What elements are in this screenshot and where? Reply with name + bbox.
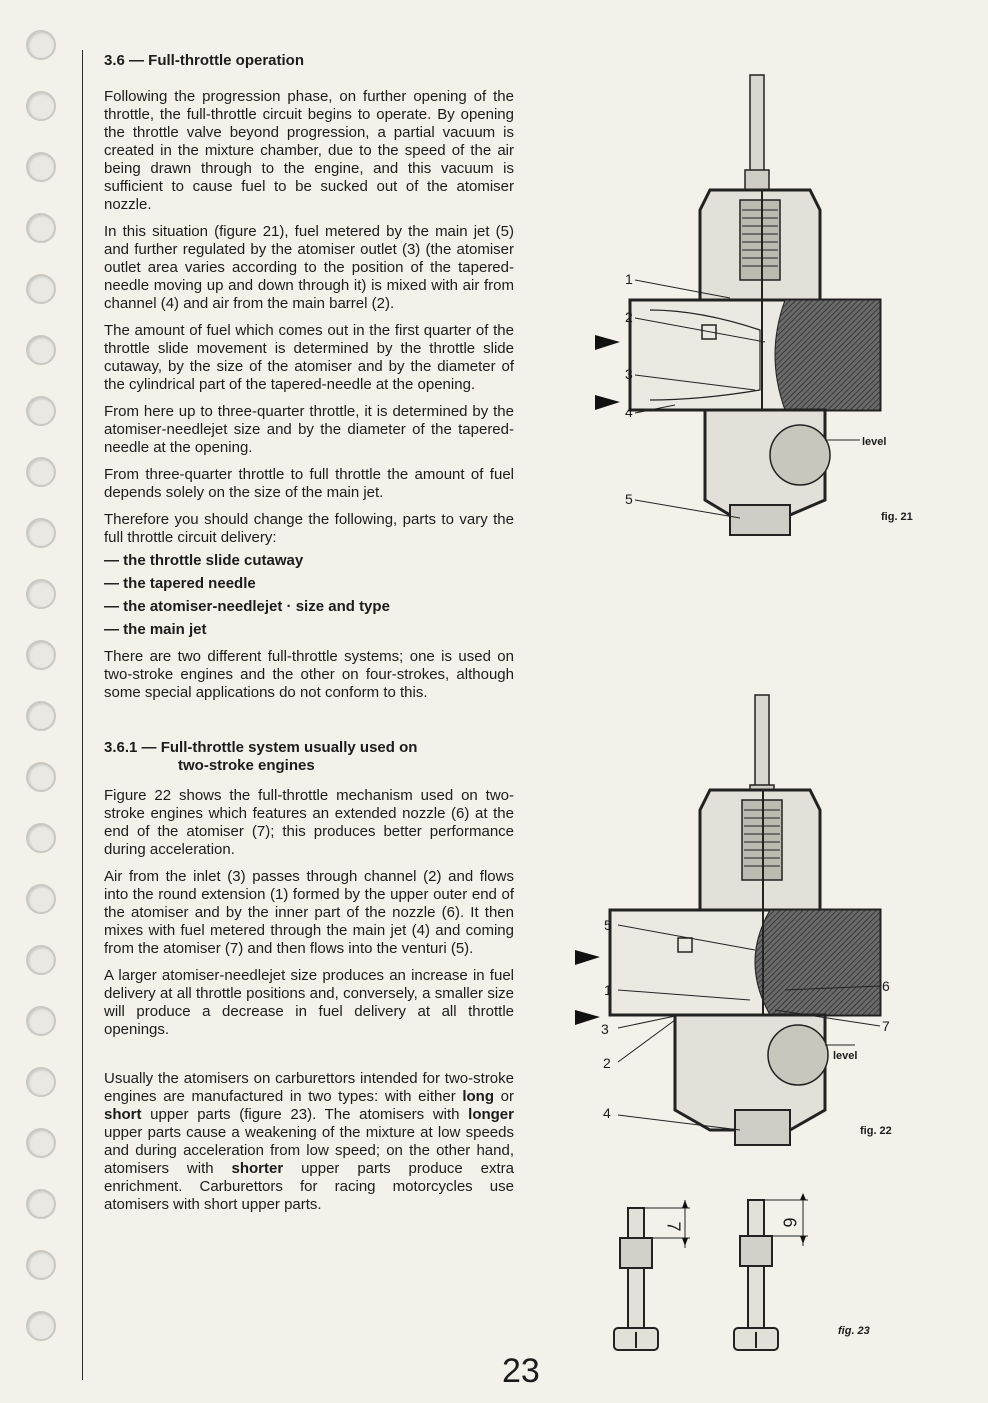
fig22-label-3: 3	[601, 1021, 609, 1037]
figure-22-carburettor-diagram	[570, 690, 890, 1170]
margin-line	[82, 50, 83, 1380]
binder-hole	[26, 457, 56, 487]
parts-list	[104, 552, 514, 639]
bold-run: shorter	[231, 1160, 284, 1177]
binder-hole	[26, 1128, 56, 1158]
binder-hole	[26, 884, 56, 914]
fig23-caption: fig. 23	[838, 1325, 870, 1337]
fig21-label-3: 3	[625, 366, 633, 382]
fig21-caption: fig. 21	[881, 511, 913, 523]
subsection-heading-line1: 3.6.1 — Full-throttle system usually used on	[104, 739, 418, 756]
list-item: — the tapered needle	[104, 575, 256, 592]
binder-hole	[26, 1311, 56, 1341]
binder-hole	[26, 518, 56, 548]
fig23-dim-right: 6	[779, 1217, 800, 1228]
paragraph: In this situation (figure 21), fuel metered by the main jet (5) and further regulated by the atomiser outlet (3) (the atomiser outlet area varies according to the position of the tapered-needle moving up and down through it) is mixed with air from channel (4) and air from the main barrel (2).	[104, 223, 514, 312]
bold-run: short	[104, 1106, 142, 1123]
fig22-label-6: 6	[882, 978, 890, 994]
fig21-label-1: 1	[625, 271, 633, 287]
fig22-label-7: 7	[882, 1018, 890, 1034]
paragraph: From three-quarter throttle to full throttle the amount of fuel depends solely on the size of the main jet.	[104, 466, 514, 501]
binder-hole	[26, 1189, 56, 1219]
binder-hole	[26, 91, 56, 121]
paragraph: The amount of fuel which comes out in the first quarter of the throttle slide movement is determined by the throttle slide cutaway, by the size of the atomiser and by the diameter of the cylindrical part of the tapered-needle at the opening.	[104, 322, 514, 393]
binder-hole	[26, 396, 56, 426]
binder-hole	[26, 823, 56, 853]
binder-hole	[26, 152, 56, 182]
fig22-label-1: 1	[604, 982, 612, 998]
paragraph: Following the progression phase, on further opening of the throttle, the full-throttle circuit begins to operate. By opening the throttle valve beyond progression, a partial vacuum is created in the mixture chamber, due to the speed of the air being drawn through to the engine, and this vacuum is sufficient to cause fuel to be sucked out of the atomiser nozzle.	[104, 88, 514, 213]
fig21-label-2: 2	[625, 309, 633, 325]
subsection-heading-line2: two-stroke engines	[178, 757, 315, 774]
fig22-label-4: 4	[603, 1105, 611, 1121]
fig21-label-4: 4	[625, 404, 633, 420]
text-run: upper parts produce extra enrichment. Carburettors for racing motorcycles use atomisers with short upper parts.	[104, 1160, 515, 1213]
fig22-level-label: level	[833, 1050, 858, 1062]
bold-run: longer	[468, 1106, 514, 1123]
paragraph: Therefore you should change the following, parts to vary the full throttle circuit delivery:	[104, 511, 514, 546]
subsection-heading	[104, 739, 514, 775]
binder-hole	[26, 640, 56, 670]
fig21-level-label: level	[862, 436, 887, 448]
fig22-label-2: 2	[603, 1055, 611, 1071]
fig21-label-5: 5	[625, 491, 633, 507]
binder-hole	[26, 701, 56, 731]
paragraph: From here up to three-quarter throttle, it is determined by the atomiser-needlejet size and by the diameter of the tapered-needle at the opening.	[104, 403, 514, 456]
list-item: — the main jet	[104, 621, 207, 638]
bold-run: long	[462, 1088, 494, 1105]
paragraph: Air from the inlet (3) passes through channel (2) and flows into the round extension (1) formed by the upper outer end of the atomiser and by the inner part of the nozzle (6). It then mixes with fuel metered through the main jet (4) and coming from the atomiser (7) and then flows into the venturi (5).	[104, 868, 514, 957]
fig22-label-5: 5	[604, 917, 612, 933]
binder-hole	[26, 30, 56, 60]
list-item: — the throttle slide cutaway	[104, 552, 304, 569]
section-heading: 3.6 — Full-throttle operation	[104, 52, 305, 69]
text-run: upper parts (figure 23). The atomisers with	[141, 1106, 469, 1123]
paragraph: There are two different full-throttle systems; one is used on two-stroke engines and the other on four-strokes, although some special applications do not conform to this.	[104, 648, 514, 701]
fig23-dim-left: 7	[663, 1221, 684, 1232]
binder-hole	[26, 579, 56, 609]
text-run: upper parts cause a weakening of the mixture at low speeds and during acceleration from low speed; on the other hand, atomisers with	[104, 1124, 514, 1177]
binder-hole	[26, 1250, 56, 1280]
text-column	[104, 52, 514, 1223]
list-item: — the atomiser-needlejet · size and type	[104, 598, 390, 615]
paragraph: Figure 22 shows the full-throttle mechanism used on two-stroke engines which features an extended nozzle (6) at the end of the atomiser (7); this produces better performance during acceleration.	[104, 787, 514, 858]
binder-hole	[26, 945, 56, 975]
paragraph: A larger atomiser-needlejet size produces an increase in fuel delivery at all throttle positions and, conversely, a smaller size will produce a decrease in fuel delivery at all throttle openings.	[104, 967, 514, 1038]
fig22-caption: fig. 22	[860, 1125, 892, 1137]
text-run: or	[494, 1088, 514, 1105]
binder-hole	[26, 1006, 56, 1036]
page-number: 23	[502, 1352, 540, 1390]
text-run: Usually the atomisers on carburettors intended for two-stroke engines are manufactured in two types: with either	[104, 1070, 514, 1105]
paragraph	[104, 1070, 514, 1214]
binder-hole	[26, 274, 56, 304]
binder-hole	[26, 762, 56, 792]
figure-23-atomiser-diagram	[610, 1190, 810, 1360]
binder-hole	[26, 335, 56, 365]
binder-hole	[26, 1067, 56, 1097]
figure-21-carburettor-diagram	[590, 70, 890, 550]
binder-hole	[26, 213, 56, 243]
